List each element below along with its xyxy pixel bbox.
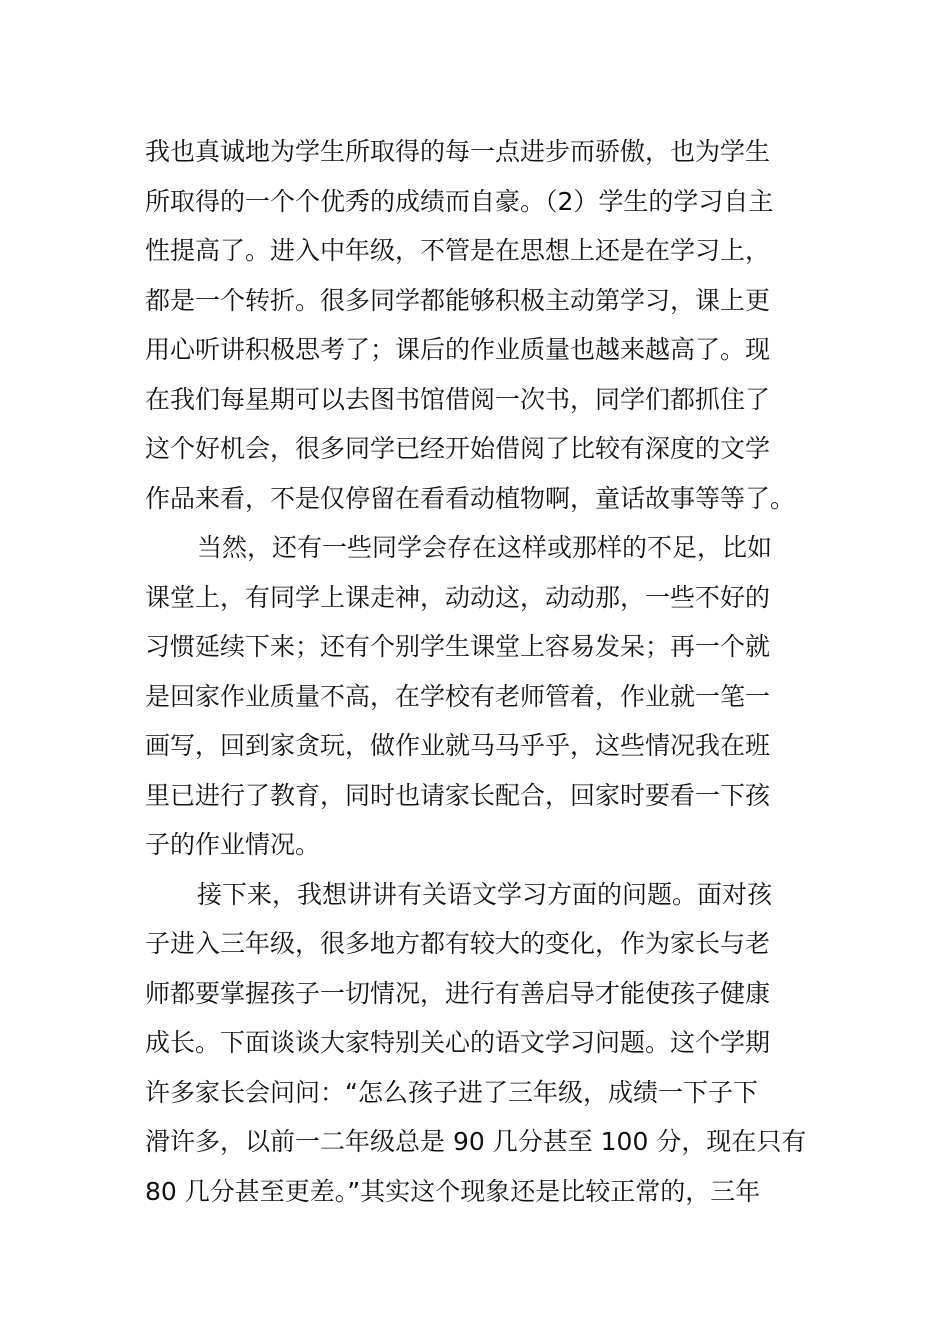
text-line: 师都要掌握孩子一切情况，进行有善启导才能使孩子健康	[145, 978, 771, 1008]
paragraph-first-line: 当然，还有一些同学会存在这样或那样的不足，比如	[197, 533, 773, 562]
text-line: 80 几分甚至更差。”其实这个现象还是比较正常的，三年	[145, 1176, 761, 1206]
text-line: 画写，回到家贪玩，做作业就马马乎乎，这些情况我在班	[145, 731, 771, 760]
text-line: 成长。下面谈谈大家特别关心的语文学习问题。这个学期	[145, 1028, 771, 1057]
text-line: 子的作业情况。	[145, 830, 321, 859]
text-line: 用心听讲积极思考了；课后的作业质量也越来越高了。现	[145, 335, 771, 364]
text-line: 都是一个转折。很多同学都能够积极主动第学习，课上更	[145, 285, 771, 315]
text-line: 这个好机会，很多同学已经开始借阅了比较有深度的文学	[145, 434, 771, 463]
text-line: 子进入三年级，很多地方都有较大的变化，作为家长与老	[145, 929, 771, 958]
text-line: 作品来看，不是仅停留在看看动植物啊，童话故事等等了。	[145, 483, 796, 513]
text-line: 我也真诚地为学生所取得的每一点进步而骄傲，也为学生	[145, 137, 771, 166]
text-line: 许多家长会问问：“怎么孩子进了三年级，成绩一下子下	[145, 1077, 758, 1107]
text-line: 滑许多，以前一二年级总是 90 几分甚至 100 分，现在只有	[145, 1127, 807, 1156]
text-line: 在我们每星期可以去图书馆借阅一次书，同学们都抓住了	[145, 384, 771, 414]
text-line: 里已进行了教育，同时也请家长配合，回家时要看一下孩	[145, 780, 771, 810]
text-line: 习惯延续下来；还有个别学生课堂上容易发呆；再一个就	[145, 632, 771, 661]
text-line: 所取得的一个个优秀的成绩而自豪。（2）学生的学习自主	[145, 186, 774, 216]
paragraph-first-line: 接下来，我想讲讲有关语文学习方面的问题。面对孩	[197, 879, 773, 909]
text-line: 性提高了。进入中年级，不管是在思想上还是在学习上，	[145, 236, 771, 265]
text-line: 是回家作业质量不高，在学校有老师管着，作业就一笔一	[145, 681, 771, 711]
text-line: 课堂上，有同学上课走神，动动这，动动那，一些不好的	[145, 582, 771, 612]
body-text	[145, 127, 810, 1216]
